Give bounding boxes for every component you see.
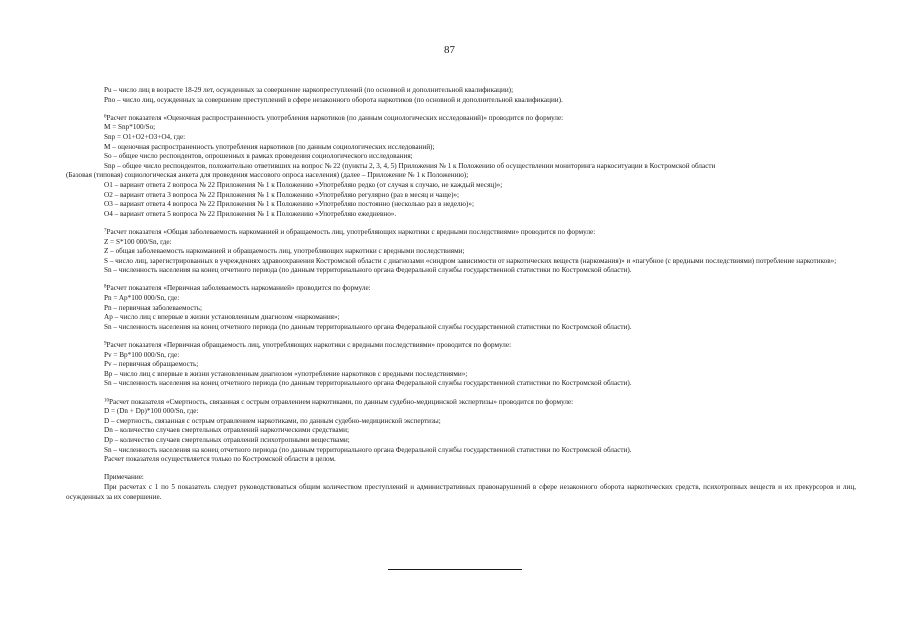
text-line: Расчет показателя осуществляется только по Костромской области в целом. — [104, 455, 336, 464]
text-line: O4 – вариант ответа 5 вопроса № 22 Приложения № 1 к Положению «Употребляю ежедневно». — [104, 209, 397, 218]
footnote-marker: 7 — [104, 228, 107, 234]
footnote-marker: 10 — [104, 398, 109, 404]
footnote-8-intro: $^8$Расчет показателя «Первичная заболеваемость наркоманией» проводится по формуле: — [104, 284, 371, 293]
text-line: O1 – вариант ответа 2 вопроса № 22 Приложения № 1 к Положению «Употребляю редко (от случая к случаю, не каждый месяц)»; — [104, 180, 503, 189]
formula-line: Pn = Ap*100 000/Sn, где: — [104, 294, 180, 303]
formula-line: Snp = O1+O2+O3+O4, где: — [104, 132, 186, 141]
text-line: (Базовая (типовая) социологическая анкета для проведения массового опроса населения) (далее – Приложение № 1 к Положению); — [66, 171, 469, 180]
document-body — [66, 86, 856, 502]
text-line: O3 – вариант ответа 4 вопроса № 22 Приложения № 1 к Положению «Употребляю постоянно (несколько раз в неделю)»; — [104, 200, 474, 209]
text-line: Рno – число лиц, осужденных за совершение преступлений в сфере незаконного оборота наркотиков (по основной и дополнительной квалификации). — [104, 95, 563, 104]
text-line: D – смертность, связанная с острым отравлением наркотиками, по данным судебно-медицинской экспертизы; — [104, 416, 441, 425]
text-line: Ap – число лиц с впервые в жизни установленным диагнозом «наркомания»; — [104, 313, 340, 322]
text-line: M – оценочная распространенность употребления наркотиков (по данным социологических исследований); — [104, 142, 435, 151]
formula-line: Z = S*100 000/Sn, где: — [104, 237, 172, 246]
text-paragraph: S – число лиц, зарегистрированных в учреждениях здравоохранения Костромской области с диагнозами «синдром зависимости от наркотических веществ (наркомания)» и «пагубное (с вредными последствиями) потребление наркотиков»; — [104, 256, 837, 265]
text-line: Dp – количество случаев смертельных отравлений психотропными веществами; — [104, 435, 350, 444]
footnote-6-intro: $^6$Расчет показателя «Оценочная распространенность употребления наркотиков (по данным социологических исследований)» проводится по формуле: — [104, 113, 564, 122]
text-line: Sn – численность населения на конец отчетного периода (по данным территориального органа Федеральной службы государственной статистики по Костромской области). — [104, 322, 632, 331]
text-line: Snp – общее число респондентов, положительно ответивших на вопрос № 22 (пункты 2, 3, 4, 5) Приложения № 1 к Положению об осуществлении мониторинга наркоситуации в Костромской области — [104, 161, 716, 170]
footnote-7-intro: $^7$Расчет показателя «Общая заболеваемость наркоманией и обращаемость лиц, употребляющих наркотики с вредными последствиями» проводится по формуле: — [104, 227, 596, 236]
text-line: Sn – численность населения на конец отчетного периода (по данным территориального органа Федеральной службы государственной статистики по Костромской области). — [104, 445, 632, 454]
text-line: Pn – первичная заболеваемость; — [104, 303, 202, 312]
text-line: Sn – численность населения на конец отчетного периода (по данным территориального органа Федеральной службы государственной статистики по Костромской области). — [104, 379, 632, 388]
footnote-marker: 8 — [104, 284, 107, 290]
text-line: Sn – численность населения на конец отчетного периода (по данным территориального органа Федеральной службы государственной статистики по Костромской области). — [104, 266, 632, 275]
text-line: Bp – число лиц с впервые в жизни установленным диагнозом «употребление наркотиков с вредными последствиями»; — [104, 369, 468, 378]
text-line: Dn – количество случаев смертельных отравлений наркотическими средствами; — [104, 426, 349, 435]
text-line: Pv – первичная обращаемость; — [104, 360, 199, 369]
footnote-10-intro: $^{10}$Расчет показателя «Смертность, связанная с острым отравлением наркотиками, по данным судебно-медицинской экспертизы» проводится по формуле: — [104, 397, 574, 406]
text-line: So – общее число респондентов, опрошенных в рамках проведения социологического исследования; — [104, 152, 413, 161]
footnote-9-intro: $^9$Расчет показателя «Первичная обращаемость лиц, употребляющих наркотики с вредными последствиями» проводится по формуле: — [104, 341, 512, 350]
note-title: Примечание: — [104, 473, 144, 482]
text-line: Рu – число лиц в возрасте 18-29 лет, осужденных за совершение наркопреступлений (по основной и дополнительной квалификации); — [104, 86, 514, 94]
formula-line: Pv = Bp*100 000/Sn, где: — [104, 350, 180, 359]
footer-divider — [388, 569, 522, 570]
page-number: 87 — [444, 44, 455, 56]
footnote-marker: 6 — [104, 114, 107, 120]
text-line: Z – общая заболеваемость наркоманией и обращаемость лиц, употребляющих наркотики с вредными последствиями; — [104, 247, 465, 256]
formula-line: M = Snp*100/So; — [104, 123, 156, 132]
text-line: O2 – вариант ответа 3 вопроса № 22 Приложения № 1 к Положению «Употребляю регулярно (раз в месяц и чаще)»; — [104, 190, 460, 199]
footnote-marker: 9 — [104, 341, 107, 347]
note-paragraph: При расчетах с 1 по 5 показатель следует руководствоваться общим количеством преступлений и административных правонарушений в сфере незаконного оборота наркотических средств, психотропных веществ и их прекурсоров и лиц, осужденных за их совершение. — [66, 482, 856, 501]
formula-line: D = (Dn + Dp)*100 000/Sn, где: — [104, 407, 199, 416]
